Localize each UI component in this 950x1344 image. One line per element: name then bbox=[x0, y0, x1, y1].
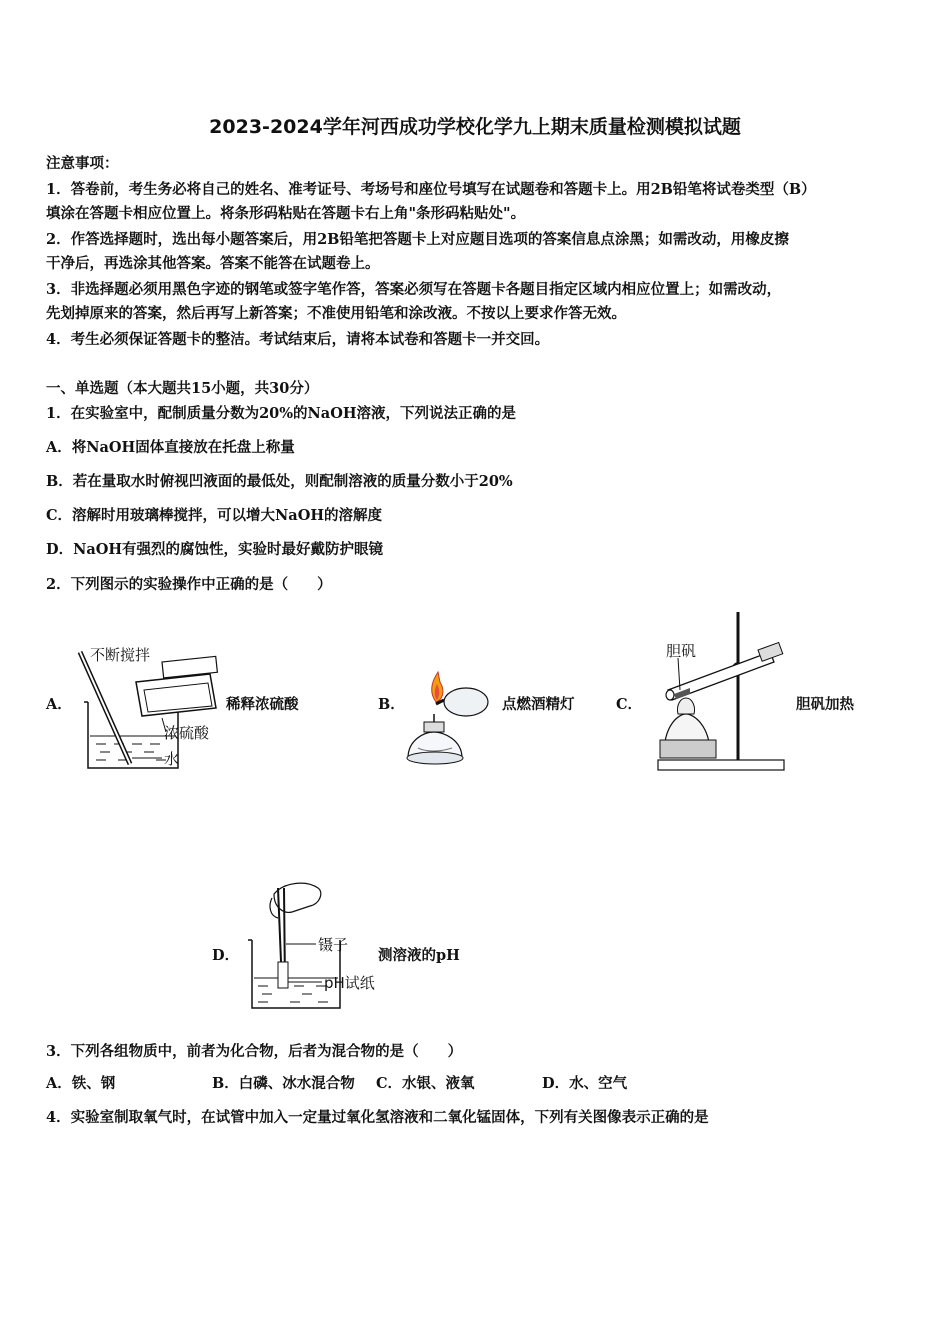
question-2-option-d-letter: D． bbox=[212, 947, 240, 964]
note-line: 1．答卷前，考生务必将自己的姓名、准考证号、考场号和座位号填写在试题卷和答题卡上。用2B铅笔将试卷类型（B） bbox=[46, 181, 816, 198]
question-1-stem: 1．在实验室中，配制质量分数为20%的NaOH溶液，下列说法正确的是 bbox=[46, 405, 517, 422]
notes-heading: 注意事项： bbox=[46, 155, 119, 172]
question-2-option-d-caption: 测溶液的pH bbox=[378, 947, 460, 964]
question-2-option-c-caption: 胆矾加热 bbox=[796, 696, 854, 713]
question-3-option-b: B．白磷、冰水混合物 bbox=[212, 1075, 355, 1092]
note-line: 先划掉原来的答案，然后再写上新答案；不准使用铅笔和涂改液。不按以上要求作答无效。 bbox=[46, 305, 626, 322]
note-line: 3．非选择题必须用黑色字迹的钢笔或签字笔作答，答案必须写在答题卡各题目指定区域内相应位置上；如需改动， bbox=[46, 281, 782, 298]
question-1-option-b: B．若在量取水时俯视凹液面的最低处，则配制溶液的质量分数小于20% bbox=[46, 473, 513, 490]
question-2-option-b-letter: B． bbox=[378, 696, 405, 713]
question-3-option-d: D．水、空气 bbox=[542, 1075, 628, 1092]
label-tweezers: 镊子 bbox=[318, 936, 349, 954]
label-ph-paper: pH试纸 bbox=[324, 974, 375, 992]
note-line: 填涂在答题卡相应位置上。将条形码粘贴在答题卡右上角"条形码粘贴处"。 bbox=[46, 205, 526, 222]
question-2-stem: 2．下列图示的实验操作中正确的是（ ） bbox=[46, 576, 332, 593]
note-line: 2．作答选择题时，选出每小题答案后，用2B铅笔把答题卡上对应题目选项的答案信息点涂黑；如需改动，用橡皮擦 bbox=[46, 231, 789, 248]
label-blue-vitriol: 胆矾 bbox=[666, 642, 697, 660]
question-2-option-c-letter: C． bbox=[616, 696, 643, 713]
note-line: 4．考生必须保证答题卡的整洁。考试结束后，请将本试卷和答题卡一并交回。 bbox=[46, 331, 550, 348]
question-2-option-a-letter: A． bbox=[46, 696, 72, 713]
page-title: 2023-2024学年河西成功学校化学九上期末质量检测模拟试题 bbox=[209, 116, 741, 138]
heating-blue-vitriol-figure bbox=[650, 606, 790, 780]
question-1-option-a: A．将NaOH固体直接放在托盘上称量 bbox=[46, 439, 295, 456]
question-2-option-a-caption: 稀释浓硫酸 bbox=[226, 696, 299, 713]
question-3-option-a: A．铁、钢 bbox=[46, 1075, 116, 1092]
question-3-stem: 3．下列各组物质中，前者为化合物，后者为混合物的是（ ） bbox=[46, 1043, 463, 1060]
label-water: 水 bbox=[164, 750, 180, 768]
measure-ph-figure bbox=[244, 878, 384, 1022]
dilute-sulfuric-acid-figure bbox=[70, 640, 230, 784]
question-1-option-d: D．NaOH有强烈的腐蚀性，实验时最好戴防护眼镜 bbox=[46, 541, 384, 558]
label-conc-sulfuric-acid: 浓硫酸 bbox=[164, 724, 210, 742]
question-4-stem: 4．实验室制取氧气时，在试管中加入一定量过氧化氢溶液和二氧化锰固体，下列有关图像表示正确的是 bbox=[46, 1109, 709, 1126]
section-heading: 一、单选题（本大题共15小题，共30分） bbox=[46, 380, 319, 397]
question-1-option-c: C．溶解时用玻璃棒搅拌，可以增大NaOH的溶解度 bbox=[46, 507, 383, 524]
question-3-option-c: C．水银、液氧 bbox=[376, 1075, 475, 1092]
question-2-option-b-caption: 点燃酒精灯 bbox=[502, 696, 575, 713]
label-stirring: 不断搅拌 bbox=[90, 646, 151, 664]
alcohol-lamp-figure bbox=[400, 666, 500, 780]
note-line: 干净后，再选涂其他答案。答案不能答在试题卷上。 bbox=[46, 255, 380, 272]
